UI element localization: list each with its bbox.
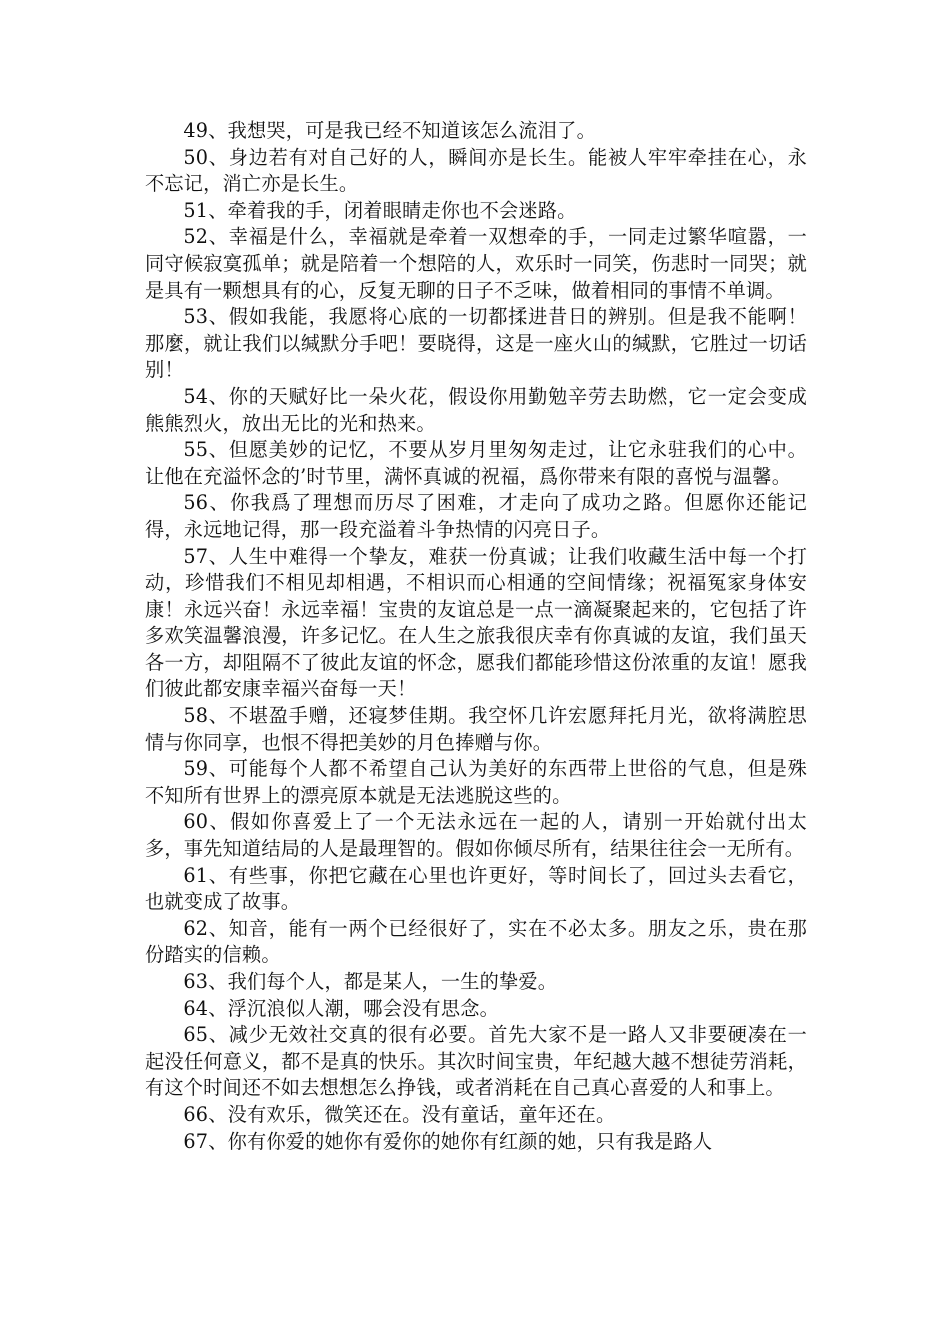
- paragraph-55: 55、但愿美妙的记忆，不要从岁月里匆匆走过，让它永驻我们的心中。让他在充溢怀念的’时节里，满怀真诚的祝福，爲你带来有限的喜悦与温馨。: [145, 438, 807, 488]
- paragraph-49: 49、我想哭，可是我已经不知道该怎么流泪了。: [183, 119, 596, 142]
- paragraph-64: 64、浮沉浪似人潮，哪会没有思念。: [183, 996, 500, 1020]
- paragraph-62: 62、知音，能有一两个已经很好了，实在不必太多。朋友之乐，贵在那份踏实的信赖。: [145, 916, 807, 967]
- document-body: [145, 118, 807, 1155]
- paragraph-67: 67、你有你爱的她你有爱你的她你有红颜的她，只有我是路人: [183, 1129, 713, 1153]
- paragraph-63: 63、我们每个人，都是某人，一生的挚爱。: [183, 970, 558, 993]
- paragraph-61: 61、有些事，你把它藏在心里也许更好，等时间长了，回过头去看它，也就变成了故事。: [145, 863, 807, 914]
- paragraph-52: 52、幸福是什么，幸福就是牵着一双想牵的手，一同走过繁华喧嚣，一同守候寂寞孤单；就是陪着一个想陪的人，欢乐时一同笑，伤悲时一同哭；就是具有一颗想具有的心，反复无聊的日子不乏味，做着相同的事情不单调。: [145, 225, 807, 302]
- paragraph-60: 60、假如你喜爱上了一个无法永远在一起的人，请别一开始就付出太多，事先知道结局的人是最理智的。假如你倾尽所有，结果往往会一无所有。: [145, 810, 807, 861]
- paragraph-53: 53、假如我能，我愿将心底的一切都揉进昔日的辨别。但是我不能啊！那麼，就让我们以缄默分手吧！要晓得，这是一座火山的缄默，它胜过一切话别！: [145, 305, 807, 382]
- paragraph-56: 56、你我爲了理想而历尽了困难，才走向了成功之路。但愿你还能记得，永远地记得，那一段充溢着斗争热情的闪亮日子。: [145, 491, 807, 541]
- paragraph-66: 66、没有欢乐，微笑还在。没有童话，童年还在。: [183, 1102, 616, 1126]
- paragraph-57: 57、人生中难得一个挚友，难获一份真诚；让我们收藏生活中每一个打动，珍惜我们不相见却相遇，不相识而心相通的空间情缘；祝福冤家身体安康！永远兴奋！永远幸福！宝贵的友谊总是一点一滴凝聚起来的，它包括了许多欢笑温馨浪漫，许多记忆。在人生之旅我很庆幸有你真诚的友谊，我们虽天各一方，却阻隔不了彼此友谊的怀念，愿我们都能珍惜这份浓重的友谊！愿我们彼此都安康幸福兴奋每一天！: [145, 544, 807, 701]
- paragraph-59: 59、可能每个人都不希望自己认为美好的东西带上世俗的气息，但是殊不知所有世界上的漂亮原本就是无法逃脱这些的。: [145, 757, 807, 807]
- paragraph-54: 54、你的天赋好比一朵火花，假设你用勤勉辛劳去助燃，它一定会变成熊熊烈火，放出无比的光和热来。: [145, 384, 807, 435]
- paragraph-50: 50、身边若有对自己好的人，瞬间亦是长生。能被人牢牢牵挂在心，永不忘记，消亡亦是长生。: [145, 145, 807, 196]
- paragraph-65: 65、减少无效社交真的很有必要。首先大家不是一路人又非要硬凑在一起没任何意义，都不是真的快乐。其次时间宝贵，年纪越大越不想徒劳消耗，有这个时间还不如去想想怎么挣钱，或者消耗在自己真心喜爱的人和事上。: [145, 1023, 807, 1100]
- paragraph-58: 58、不堪盈手赠，还寝梦佳期。我空怀几许宏愿拜托月光，欲将满腔思情与你同享，也恨不得把美妙的月色捧赠与你。: [145, 704, 807, 754]
- paragraph-51: 51、牵着我的手，闭着眼睛走你也不会迷路。: [183, 198, 577, 222]
